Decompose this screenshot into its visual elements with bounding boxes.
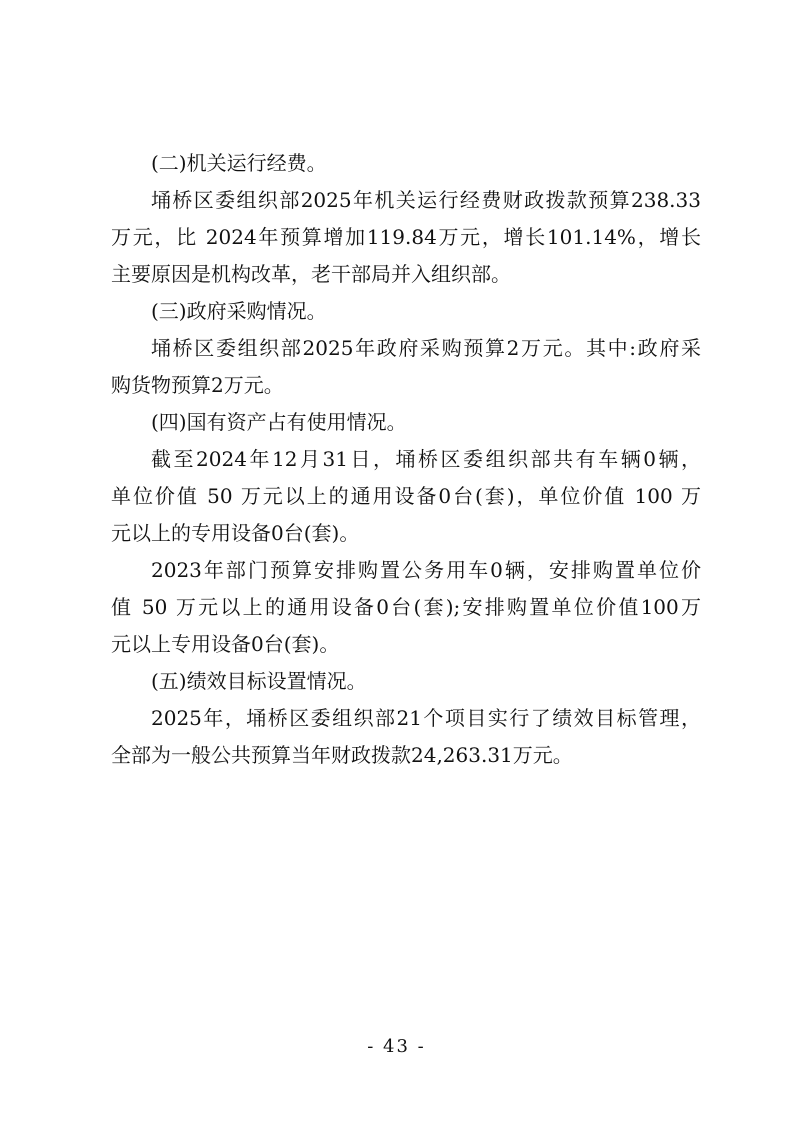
section-heading-operating-expenses: (二)机关运行经费。 [151,151,327,175]
page-number: - 43 - [367,1036,426,1057]
paragraph-line: 主要原因是机构改革，老干部局并入组织部。 [111,262,511,286]
paragraph-line: 全部为一般公共预算当年财政拨款24,263.31万元。 [111,743,573,767]
paragraph-line: 万元，比 2024年预算增加119.84万元，增长101.14%，增长 [111,225,701,249]
paragraph-line: 2025年，埇桥区委组织部21个项目实行了绩效目标管理， [151,706,701,730]
section-heading-state-assets: (四)国有资产占有使用情况。 [151,410,407,434]
paragraph-line: 埇桥区委组织部2025年机关运行经费财政拨款预算238.33 [151,188,701,212]
paragraph-line: 购货物预算2万元。 [111,373,284,397]
section-heading-performance-targets: (五)绩效目标设置情况。 [151,669,367,693]
section-heading-government-procurement: (三)政府采购情况。 [151,299,327,323]
paragraph-line: 截至2024年12月31日，埇桥区委组织部共有车辆0辆， [151,447,701,471]
paragraph-line: 单位价值 50 万元以上的通用设备0台(套)，单位价值 100 万 [111,484,701,508]
paragraph-line: 值 50 万元以上的通用设备0台(套);安排购置单位价值100万 [111,595,701,619]
paragraph-line: 元以上专用设备0台(套)。 [111,632,340,656]
paragraph-line: 埇桥区委组织部2025年政府采购预算2万元。其中:政府采 [151,336,701,360]
paragraph-line: 2023年部门预算安排购置公务用车0辆，安排购置单位价 [151,558,701,582]
paragraph-line: 元以上的专用设备0台(套)。 [111,521,360,545]
document-body [111,145,701,774]
